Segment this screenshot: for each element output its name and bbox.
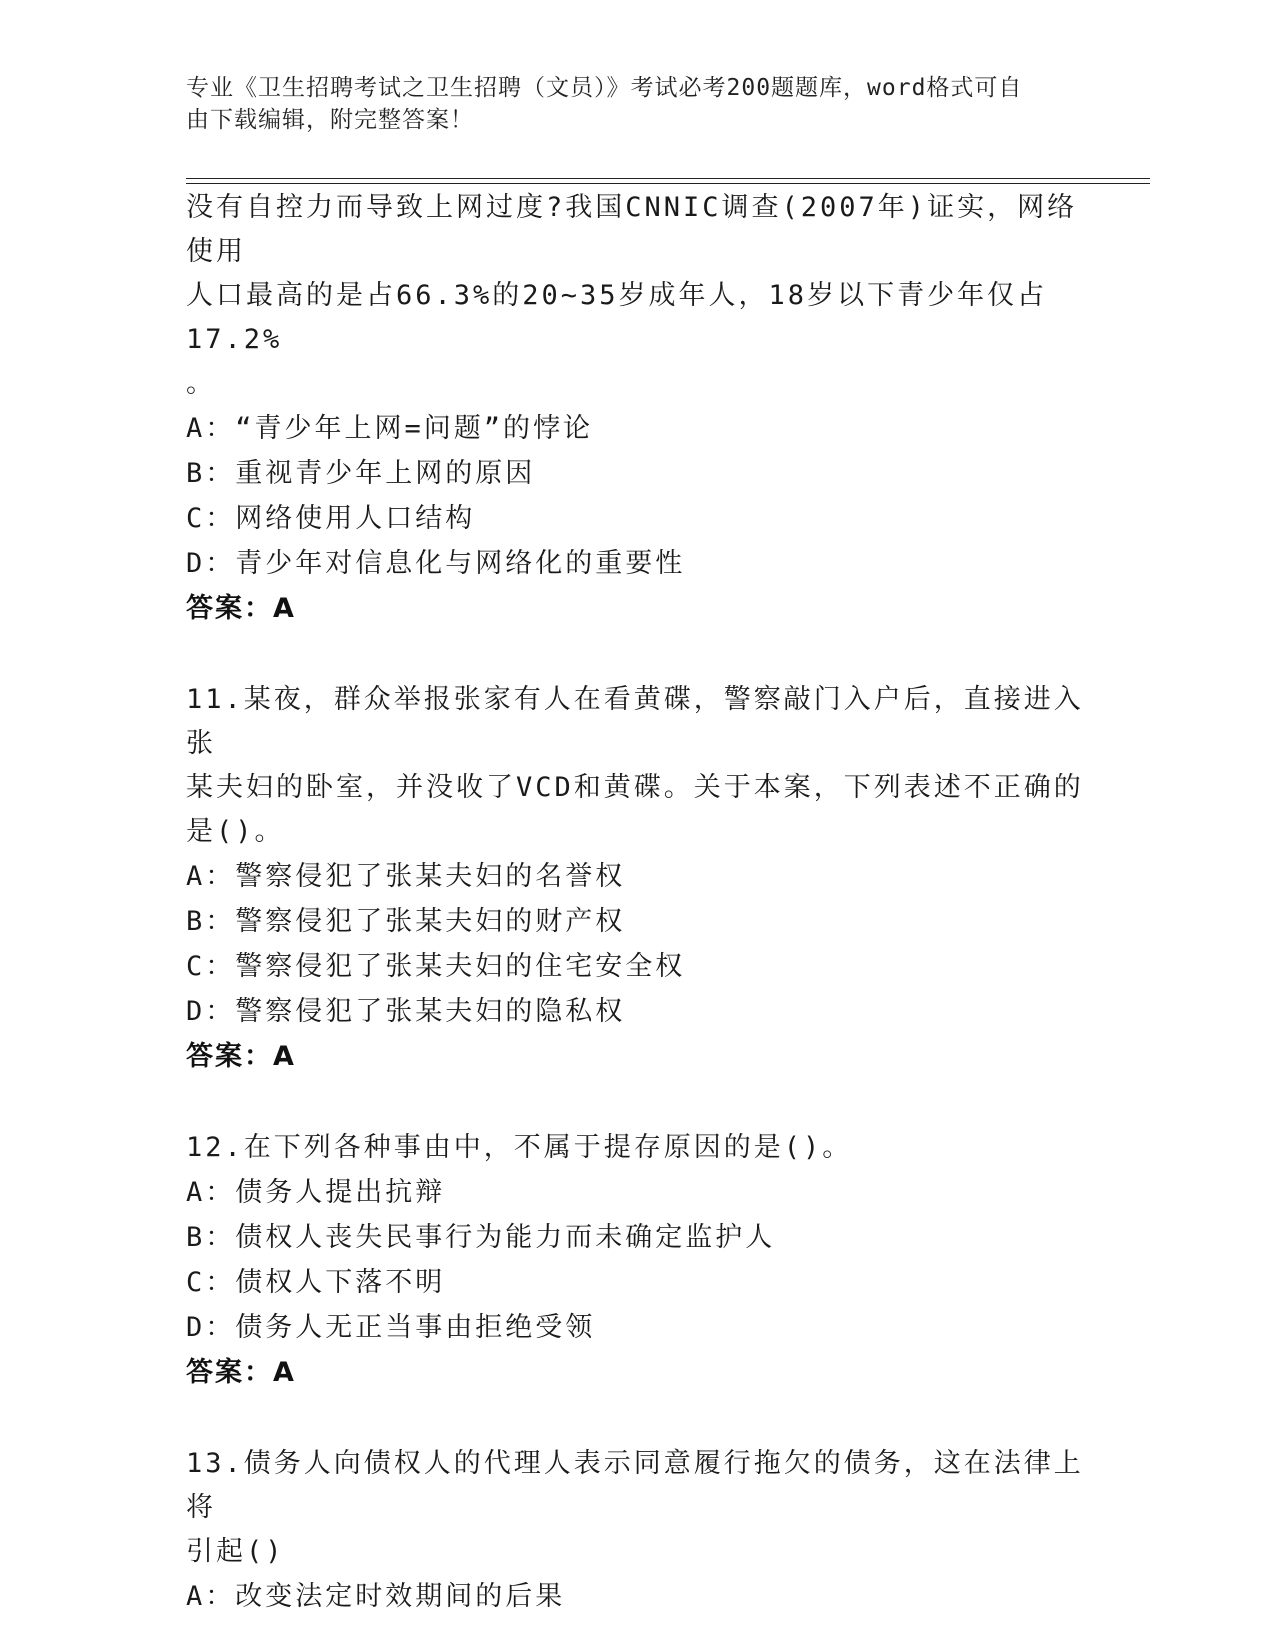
option-a: A：改变法定时效期间的后果 [186, 1581, 566, 1612]
option-d: D：青少年对信息化与网络化的重要性 [186, 548, 686, 579]
option-b: B：重视青少年上网的原因 [186, 458, 536, 489]
question-10-continuation [186, 186, 1106, 632]
document-header [186, 72, 1086, 136]
header-title-line-2: 由下载编辑，附完整答案！ [186, 107, 474, 133]
header-divider-bottom [186, 183, 1150, 184]
option-c: C：债权人下落不明 [186, 1267, 446, 1298]
question-text-line: 某夫妇的卧室，并没收了VCD和黄碟。关于本案，下列表述不正确的 [186, 772, 1084, 803]
option-b: B：警察侵犯了张某夫妇的财产权 [186, 906, 626, 937]
option-a: A：“青少年上网=问题”的悖论 [186, 413, 594, 444]
question-text-line: 没有自控力而导致上网过度?我国CNNIC调查(2007年)证实，网络使用 [186, 192, 1078, 267]
header-title-line-1: 专业《卫生招聘考试之卫生招聘（文员）》考试必考200题题库，word格式可自 [186, 75, 1023, 101]
question-list [186, 186, 1106, 1619]
option-b: B：债权人丧失民事行为能力而未确定监护人 [186, 1222, 776, 1253]
question-text-line: 11.某夜，群众举报张家有人在看黄碟，警察敲门入户后，直接进入张 [186, 684, 1084, 759]
option-c: C：警察侵犯了张某夫妇的住宅安全权 [186, 951, 686, 982]
question-text-line: 12.在下列各种事由中，不属于提存原因的是()。 [186, 1132, 853, 1163]
question-13 [186, 1442, 1106, 1619]
answer-label: 答案：A [186, 1357, 296, 1388]
question-text-line: 是()。 [186, 816, 285, 847]
header-divider-top [186, 178, 1150, 179]
answer-label: 答案：A [186, 593, 296, 624]
question-text-line: 13.债务人向债权人的代理人表示同意履行拖欠的债务，这在法律上将 [186, 1448, 1084, 1523]
option-c: C：网络使用人口结构 [186, 503, 476, 534]
option-d: D：债务人无正当事由拒绝受领 [186, 1312, 596, 1343]
question-12 [186, 1126, 1106, 1396]
question-text-line: 。 [186, 368, 216, 399]
option-a: A：警察侵犯了张某夫妇的名誉权 [186, 861, 626, 892]
question-text-line: 引起() [186, 1536, 285, 1567]
option-a: A：债务人提出抗辩 [186, 1177, 446, 1208]
option-d: D：警察侵犯了张某夫妇的隐私权 [186, 996, 626, 1027]
answer-label: 答案：A [186, 1041, 296, 1072]
question-text-line: 人口最高的是占66.3%的20~35岁成年人，18岁以下青少年仅占17.2% [186, 280, 1048, 355]
question-11 [186, 678, 1106, 1080]
